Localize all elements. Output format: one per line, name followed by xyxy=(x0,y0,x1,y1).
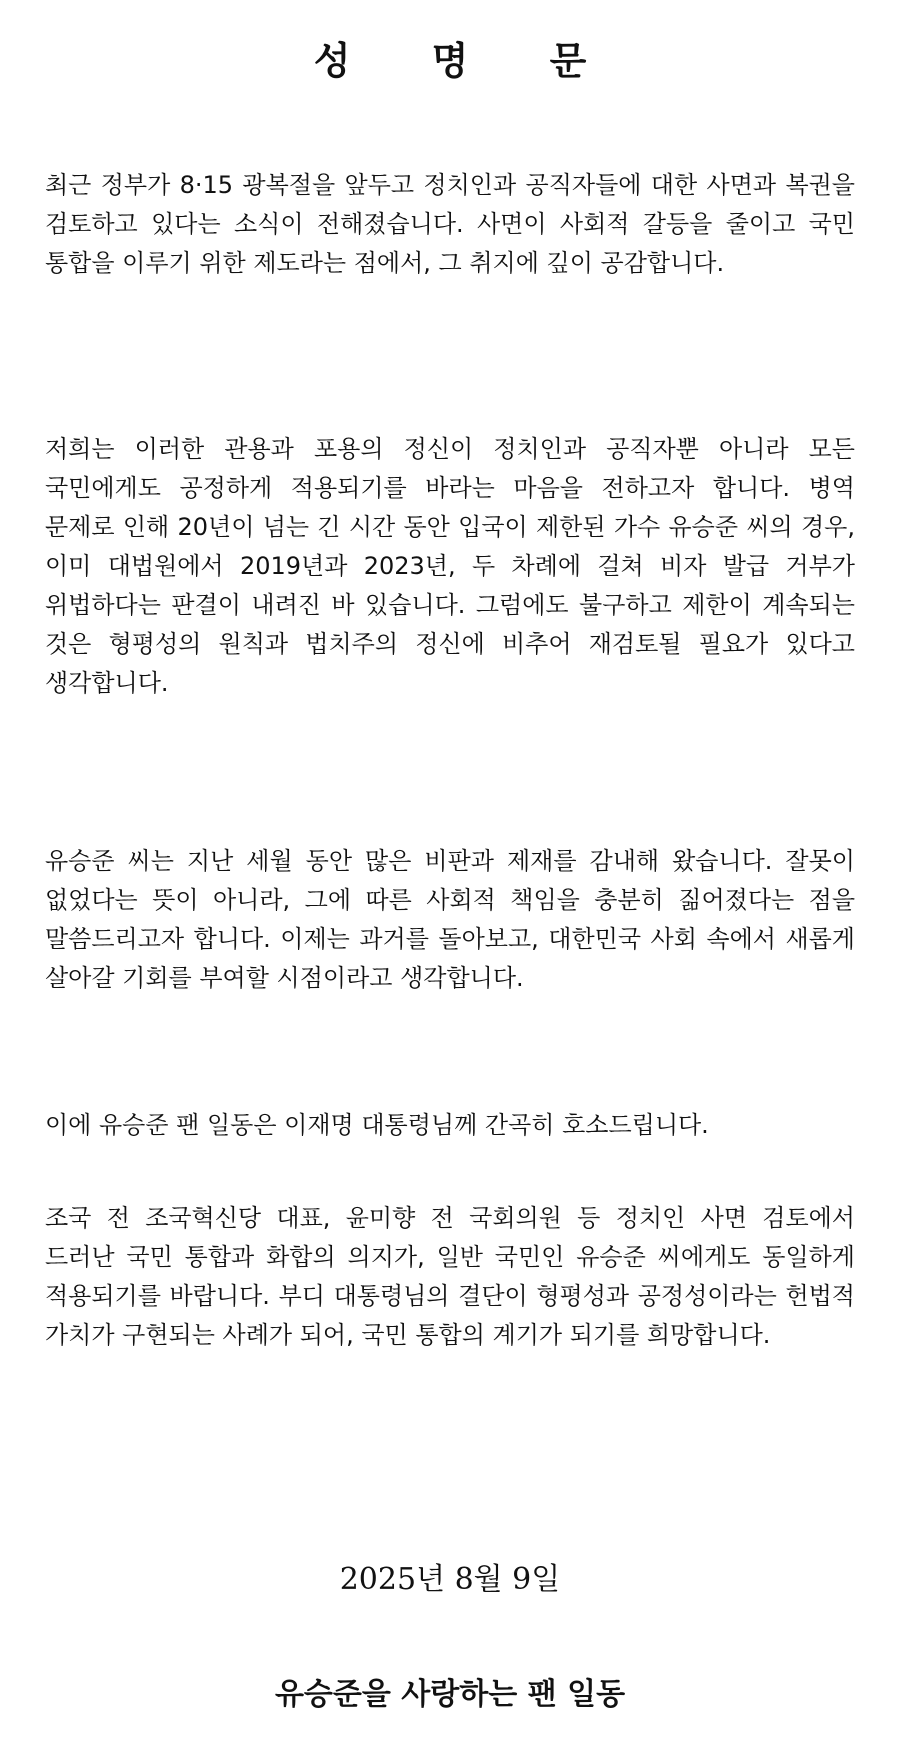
paragraph-1: 최근 정부가 8·15 광복절을 앞두고 정치인과 공직자들에 대한 사면과 복권을 검토하고 있다는 소식이 전해졌습니다. 사면이 사회적 갈등을 줄이고 국민 통합을 이루기 위한 제도라는 점에서, 그 취지에 깊이 공감합니다. xyxy=(45,171,855,277)
document-title: 성 명 문 xyxy=(313,39,621,83)
paragraph-2: 저희는 이러한 관용과 포용의 정신이 정치인과 공직자뿐 아니라 모든 국민에게도 공정하게 적용되기를 바라는 마음을 전하고자 합니다. 병역 문제로 인해 20년이 넘는 긴 시간 동안 입국이 제한된 가수 유승준 씨의 경우, 이미 대법원에서 2019년과 2023년, 두 차례에 걸쳐 비자 발급 거부가 위법하다는 판결이 내려진 바 있습니다. 그럼에도 불구하고 제한이 계속되는 것은 형평성의 원칙과 법치주의 정신에 비추어 재검토될 필요가 있다고 생각합니다. xyxy=(45,435,855,697)
document-date: 2025년 8월 9일 xyxy=(339,1562,561,1597)
paragraph-4: 이에 유승준 팬 일동은 이재명 대통령님께 간곡히 호소드립니다. xyxy=(45,1111,709,1139)
paragraph-5: 조국 전 조국혁신당 대표, 윤미향 전 국회의원 등 정치인 사면 검토에서 드러난 국민 통합과 화합의 의지가, 일반 국민인 유승준 씨에게도 동일하게 적용되기를 바랍니다. 부디 대통령님의 결단이 형평성과 공정성이라는 헌법적 가치가 구현되는 사례가 되어, 국민 통합의 계기가 되기를 희망합니다. xyxy=(45,1204,855,1349)
signature: 유승준을 사랑하는 팬 일동 xyxy=(274,1677,626,1712)
paragraph-3: 유승준 씨는 지난 세월 동안 많은 비판과 제재를 감내해 왔습니다. 잘못이 없었다는 뜻이 아니라, 그에 따른 사회적 책임을 충분히 짊어졌다는 점을 말씀드리고자 합니다. 이제는 과거를 돌아보고, 대한민국 사회 속에서 새롭게 살아갈 기회를 부여할 시점이라고 생각합니다. xyxy=(45,847,855,992)
